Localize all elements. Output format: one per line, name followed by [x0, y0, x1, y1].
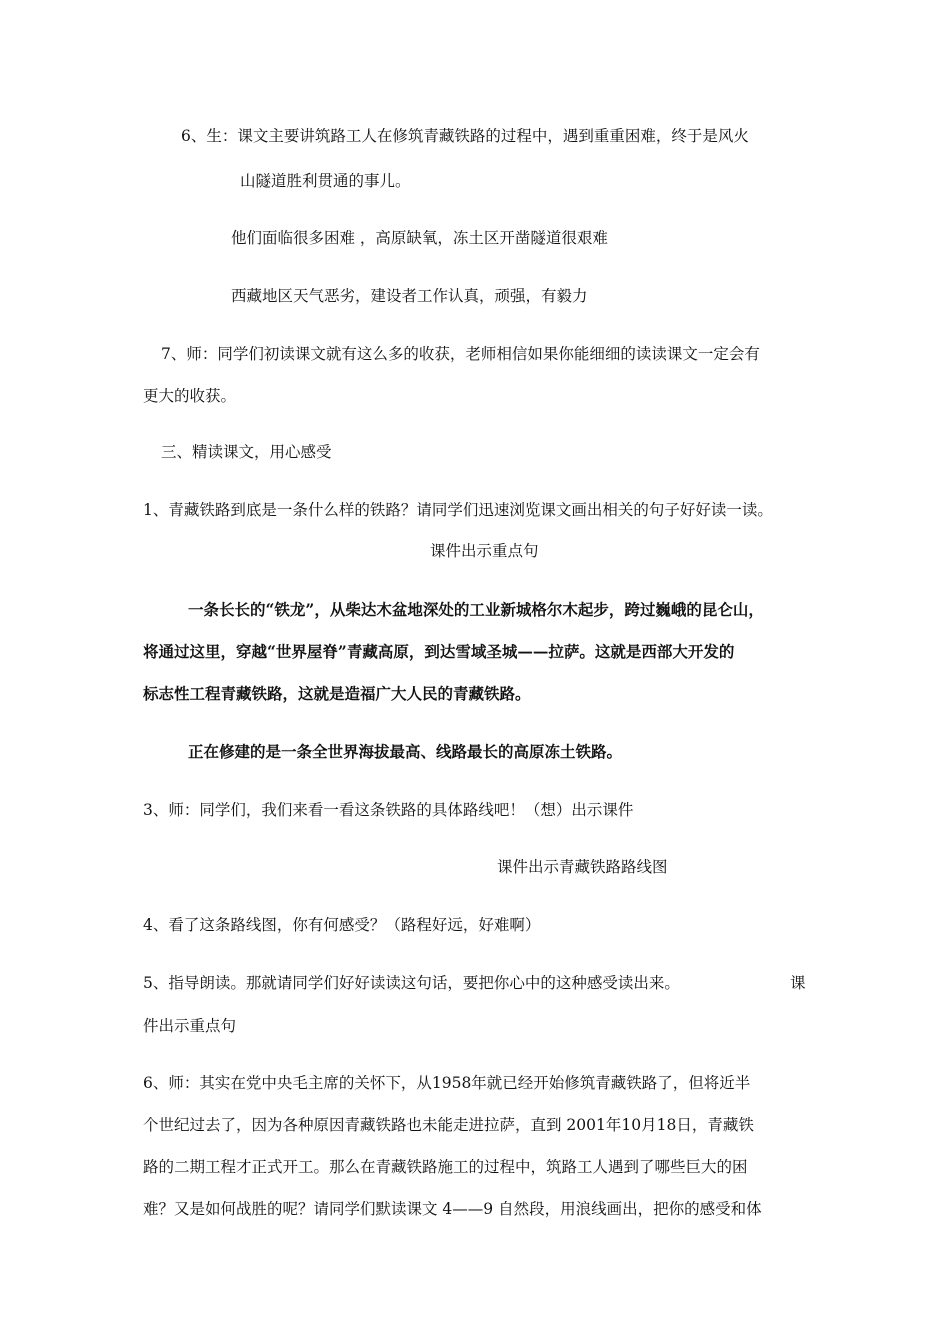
text-line-student-answer-6-cont: 山隧道胜利贯通的事儿。	[240, 172, 411, 190]
text-line-teacher-7-cont: 更大的收获。	[143, 387, 237, 405]
text-line-question-4: 4、看了这条路线图，你有何感受？（路程好远，好难啊）	[143, 916, 541, 934]
text-line-question-1: 1、青藏铁路到底是一条什么样的铁路？请同学们迅速浏览课文画出相关的句子好好读一读。	[143, 501, 773, 519]
bold-passage-line-1: 一条长长的“铁龙”，从柴达木盆地深处的工业新城格尔木起步，跨过巍峨的昆仑山，	[188, 600, 764, 619]
text-line-courseware-key-sentence: 课件出示重点句	[430, 542, 539, 560]
text-line-student-answer-6: 6、生：课文主要讲筑路工人在修筑青藏铁路的过程中，遇到重重困难，终于是风火	[181, 127, 749, 145]
text-line-teacher-6-line-3: 路的二期工程才正式开工。那么在青藏铁路施工的过程中，筑路工人遇到了哪些巨大的困	[143, 1158, 748, 1176]
text-line-courseware-route-map: 课件出示青藏铁路路线图	[497, 858, 668, 876]
text-line-teacher-7: 7、师：同学们初读课文就有这么多的收获，老师相信如果你能细细的读读课文一定会有	[161, 345, 760, 363]
text-line-teacher-6-line-4: 难？又是如何战胜的呢？请同学们默读课文 4——9 自然段，用浪线画出，把你的感受和体	[143, 1200, 762, 1218]
text-line-teacher-6-line-1: 6、师：其实在党中央毛主席的关怀下，从1958年就已经开始修筑青藏铁路了，但将近半	[143, 1074, 751, 1092]
bold-passage-line-2: 将通过这里，穿越“世界屋脊”青藏高原，到达雪域圣城——拉萨。这就是西部大开发的	[143, 642, 735, 661]
text-line-guided-reading-5-cont: 件出示重点句	[143, 1017, 237, 1035]
text-line-difficulties: 他们面临很多困难 ，高原缺氧，冻土区开凿隧道很艰难	[231, 229, 608, 247]
text-line-guided-reading-5: 5、指导朗读。那就请同学们好好读读这句话，要把你心中的这种感受读出来。	[143, 974, 680, 992]
bold-passage-line-4: 正在修建的是一条全世界海拔最高、线路最长的高原冻土铁路。	[188, 742, 623, 761]
text-line-weather: 西藏地区天气恶劣，建设者工作认真，顽强，有毅力	[231, 287, 588, 305]
text-line-teacher-3: 3、师：同学们，我们来看一看这条铁路的具体路线吧！（想）出示课件	[143, 801, 634, 819]
bold-passage-line-3: 标志性工程青藏铁路，这就是造福广大人民的青藏铁路。	[143, 684, 531, 703]
text-line-guided-reading-5-tail: 课	[790, 974, 806, 992]
section-heading-3: 三、精读课文，用心感受	[161, 443, 332, 461]
text-line-teacher-6-line-2: 个世纪过去了，因为各种原因青藏铁路也未能走进拉萨，直到 2001年10月18日，青藏铁	[143, 1116, 754, 1134]
